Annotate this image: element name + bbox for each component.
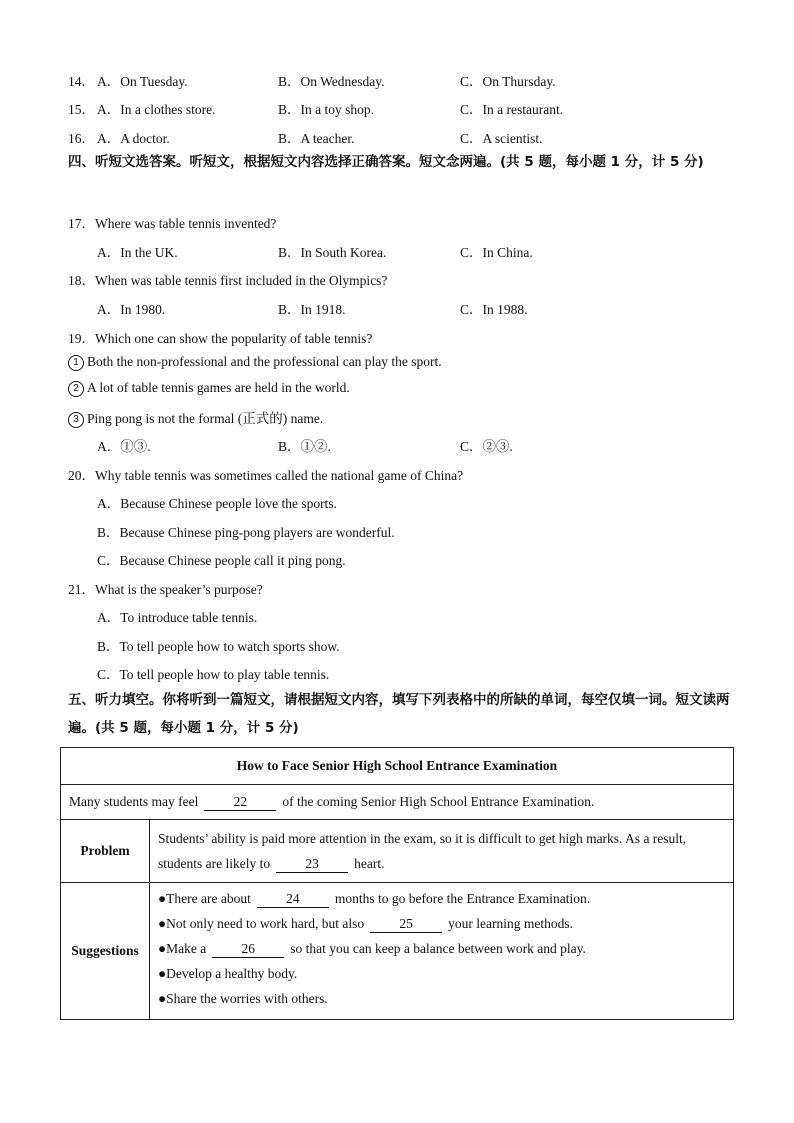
blank-23[interactable]: 23	[276, 856, 348, 873]
option-c: C．In a restaurant.	[460, 102, 564, 117]
question-21-text: 21．What is the speaker’s purpose?	[68, 582, 263, 597]
circled-number: 3	[68, 412, 84, 428]
blank-22[interactable]: 22	[204, 794, 276, 811]
statement-2	[68, 380, 350, 397]
option-c: C．②③.	[460, 439, 513, 454]
question-19-text: 19．Which one can show the popularity of table tennis?	[68, 331, 373, 346]
question-19-options	[0, 435, 794, 455]
statement-text: A lot of table tennis games are held in the world.	[87, 380, 350, 395]
suggestion-text: so that you can keep a balance between work and play.	[290, 941, 586, 956]
suggestion-3	[158, 936, 725, 961]
blank-24[interactable]: 24	[257, 891, 329, 908]
statement-text: Both the non-professional and the professional can play the sport.	[87, 354, 442, 369]
suggestion-text: months to go before the Entrance Examination.	[334, 891, 591, 906]
option-c: C．A scientist.	[460, 131, 543, 146]
option-a: A．In 1980.	[97, 302, 166, 317]
option-c: C．Because Chinese people call it ping pong.	[97, 553, 346, 568]
question-15	[0, 98, 794, 118]
question-number: 14．	[68, 74, 95, 89]
option-b: B．Because Chinese ping-pong players are wonderful.	[97, 525, 395, 540]
option-b: B．In 1918.	[278, 302, 346, 317]
table-title: How to Face Senior High School Entrance Examination	[61, 748, 734, 785]
section-4-heading: 四、听短文选答案。听短文，根据短文内容选择正确答案。短文念两遍。(共 5 题，每小题 1 分，计 5 分)	[68, 154, 704, 170]
intro-before: Many students may feel	[69, 793, 199, 809]
suggestion-text: ●There are about	[158, 891, 251, 906]
question-16	[0, 127, 794, 147]
question-number: 16．	[68, 131, 95, 146]
question-number: 15．	[68, 102, 95, 117]
option-b: B．In a toy shop.	[278, 102, 374, 117]
blank-26[interactable]: 26	[212, 941, 284, 958]
option-a: A．①③.	[97, 439, 151, 454]
question-14	[0, 70, 794, 90]
statement-1	[68, 354, 442, 371]
option-c: C．On Thursday.	[460, 74, 556, 89]
suggestion-4: ●Develop a healthy body.	[158, 966, 298, 981]
option-a: A．In the UK.	[97, 245, 178, 260]
option-b: B．A teacher.	[278, 131, 355, 146]
note-table	[60, 747, 734, 1020]
option-c: C．In China.	[460, 245, 533, 260]
suggestion-2	[158, 911, 725, 936]
circled-number: 2	[68, 381, 84, 397]
problem-label: Problem	[61, 820, 150, 883]
option-a: A．On Tuesday.	[97, 74, 188, 89]
suggestions-cell	[150, 883, 734, 1020]
suggestions-label: Suggestions	[61, 883, 150, 1020]
question-17-text: 17．Where was table tennis invented?	[68, 216, 277, 231]
section-5-heading: 五、听力填空。你将听到一篇短文，请根据短文内容，填写下列表格中的所缺的单词，每空仅填一词。短文读两遍。(共 5 题，每小题 1 分，计 5 分)	[68, 692, 730, 736]
suggestion-text: ●Not only need to work hard, but also	[158, 916, 365, 931]
blank-25[interactable]: 25	[370, 916, 442, 933]
problem-after: heart.	[354, 856, 385, 871]
question-18-text: 18．When was table tennis first included in the Olympics?	[68, 273, 388, 288]
option-a: A．Because Chinese people love the sports.	[97, 496, 337, 511]
option-a: A．In a clothes store.	[97, 102, 216, 117]
problem-before: Students’ ability is paid more attention in the exam, so it is difficult to get high marks. As a result, students are likely to	[158, 831, 687, 871]
option-a: A．A doctor.	[97, 131, 170, 146]
intro-after: of the coming Senior High School Entrance Examination.	[282, 793, 595, 809]
circled-number: 1	[68, 355, 84, 371]
option-b: B．To tell people how to watch sports show.	[97, 639, 340, 654]
statement-3	[68, 407, 323, 428]
suggestion-1	[158, 886, 725, 911]
option-b: B．①②.	[278, 439, 331, 454]
suggestion-text: ●Make a	[158, 941, 207, 956]
question-20-text: 20．Why table tennis was sometimes called the national game of China?	[68, 468, 464, 483]
statement-text: Ping pong is not the formal (正式的) name.	[87, 411, 324, 426]
suggestion-text: your learning methods.	[448, 916, 573, 931]
intro-row	[61, 785, 734, 820]
option-b: B．On Wednesday.	[278, 74, 385, 89]
option-b: B．In South Korea.	[278, 245, 387, 260]
question-18-options	[0, 298, 794, 318]
suggestion-5: ●Share the worries with others.	[158, 991, 328, 1006]
option-c: C．To tell people how to play table tennis.	[97, 667, 330, 682]
option-a: A．To introduce table tennis.	[97, 610, 258, 625]
option-c: C．In 1988.	[460, 302, 528, 317]
question-17-options	[0, 241, 794, 261]
problem-cell	[150, 820, 734, 883]
